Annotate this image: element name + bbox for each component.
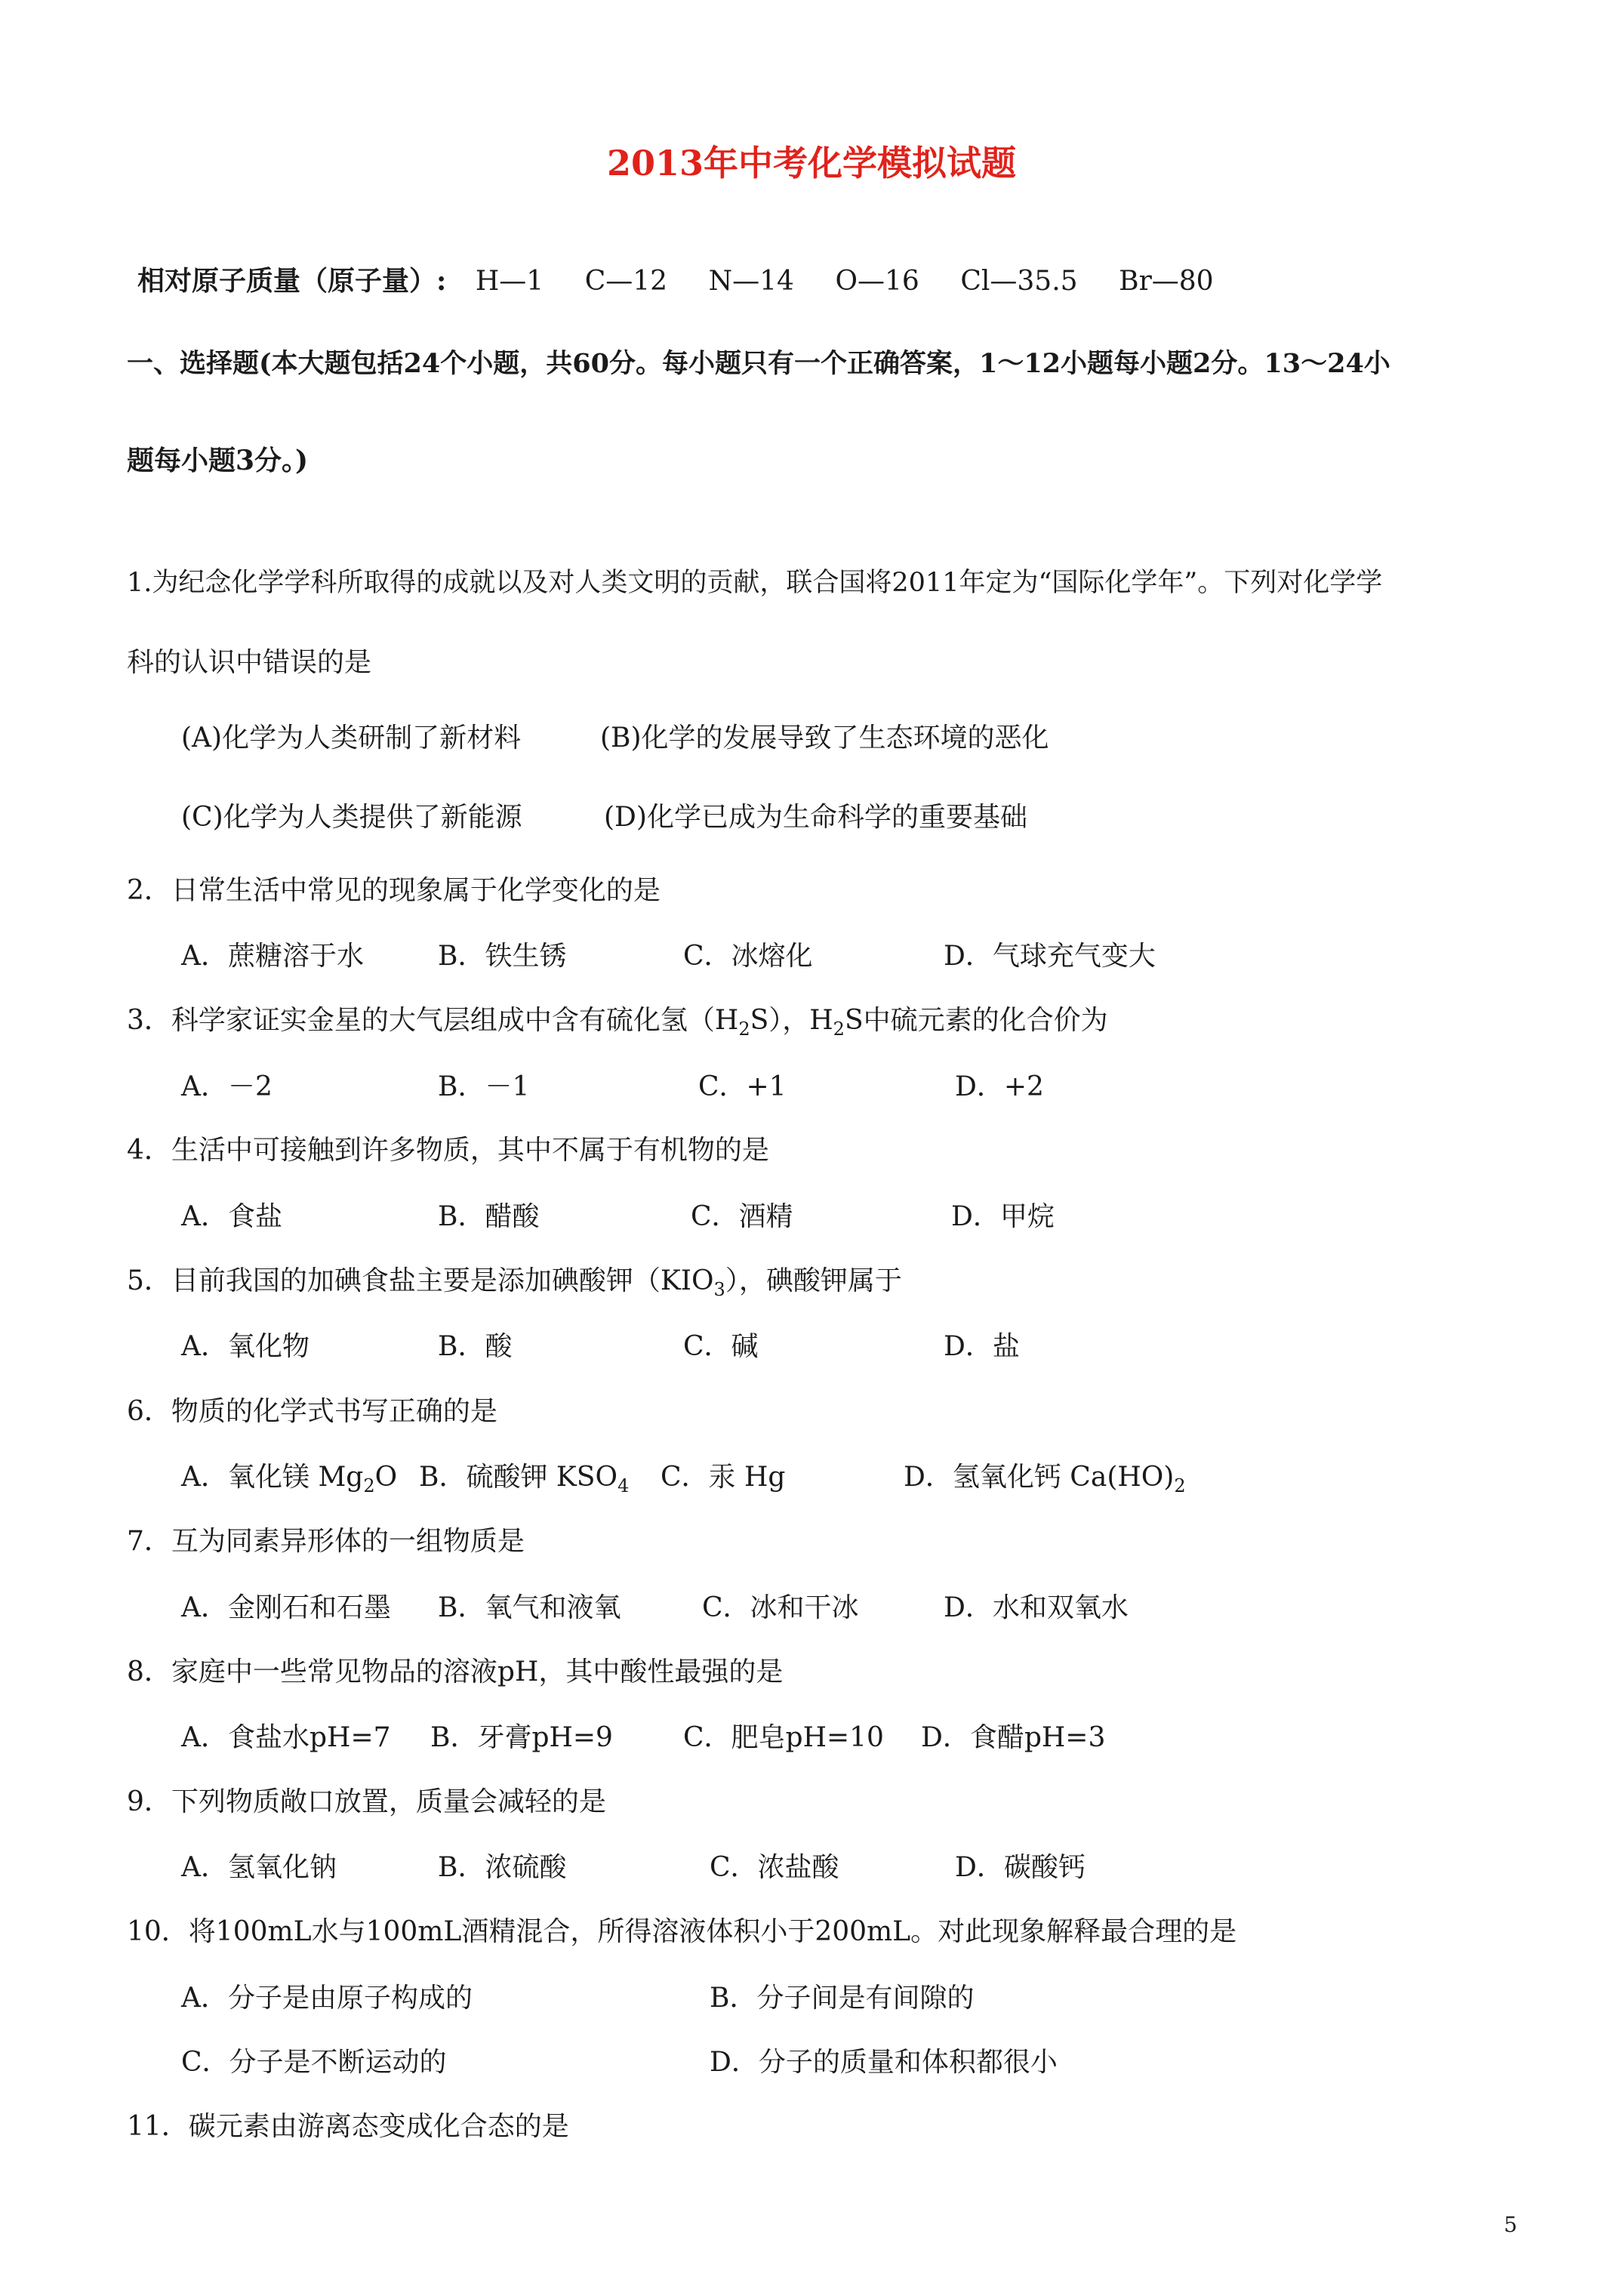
question-1-stem: 1.为纪念化学学科所取得的成就以及对人类文明的贡献，联合国将2011年定为“国际化学年”。下列对化学学 [127, 568, 1383, 598]
question-5-option-d: D．盐 [944, 1331, 1020, 1362]
question-2-option-d: D．气球充气变大 [944, 941, 1156, 972]
section-heading-line2: 题每小题3分。) [127, 445, 309, 476]
question-5-option-a: A．氧化物 [181, 1331, 310, 1362]
question-5-option-b: B．酸 [438, 1331, 513, 1362]
question-6-option-d [904, 1461, 1186, 1502]
question-7-stem: 7．互为同素异形体的一组物质是 [127, 1526, 525, 1557]
question-8-stem: 8．家庭中一些常见物品的溶液pH，其中酸性最强的是 [127, 1657, 784, 1687]
question-8-option-c: C．肥皂pH=10 [683, 1722, 884, 1753]
question-7-option-c: C．冰和干冰 [702, 1592, 859, 1623]
question-9-stem: 9．下列物质敞口放置，质量会减轻的是 [127, 1786, 606, 1817]
section-heading-line1: 一、选择题(本大题包括24个小题，共60分。每小题只有一个正确答案，1～12小题每小题2分。13～24小 [127, 348, 1390, 379]
question-10-option-b: B．分子间是有间隙的 [710, 1983, 975, 2014]
question-3-stem [127, 1004, 1510, 1046]
question-5-option-c: C．碱 [683, 1331, 759, 1362]
question-2-option-b: B．铁生锈 [438, 941, 567, 972]
question-7-option-d: D．水和双氧水 [944, 1592, 1129, 1623]
question-2-option-c: C．冰熔化 [683, 941, 813, 972]
page-number: 5 [1504, 2212, 1517, 2237]
atomic-mass-label: 相对原子质量（原子量）: [137, 265, 447, 297]
subscript: 2 [833, 1019, 845, 1040]
option-text: B．硫酸钾 KSO [419, 1462, 617, 1493]
atomic-mass-item: Cl—35.5 [960, 266, 1078, 297]
question-9-option-c: C．浓盐酸 [710, 1852, 839, 1883]
question-10-option-c: C．分子是不断运动的 [181, 2047, 447, 2078]
atomic-mass-item: O—16 [835, 266, 919, 297]
question-1-stem-cont: 科的认识中错误的是 [127, 647, 372, 678]
atomic-mass-item: Br—80 [1119, 266, 1214, 297]
question-8-option-d: D．食醋pH=3 [921, 1722, 1106, 1753]
question-1-option-a: (A)化学为人类研制了新材料 [181, 723, 522, 754]
question-6-option-a [181, 1461, 397, 1502]
option-text: O [374, 1462, 398, 1493]
question-2-stem: 2．日常生活中常见的现象属于化学变化的是 [127, 875, 661, 906]
question-8-option-b: B．牙膏pH=9 [430, 1722, 613, 1753]
question-6-option-b [419, 1461, 629, 1502]
question-1-option-d: (D)化学已成为生命科学的重要基础 [604, 802, 1027, 833]
question-10-option-a: A．分子是由原子构成的 [181, 1983, 473, 2014]
atomic-mass-item: H—1 [475, 266, 544, 297]
question-4-option-d: D．甲烷 [951, 1201, 1055, 1232]
question-9-option-a: A．氢氧化钠 [181, 1852, 337, 1883]
question-7-option-b: B．氧气和液氧 [438, 1592, 621, 1623]
question-3-option-b: B．－1 [438, 1071, 530, 1102]
question-4-option-b: B．醋酸 [438, 1201, 540, 1232]
question-3-stem-part: S中硫元素的化合价为 [844, 1005, 1108, 1036]
question-6-stem: 6．物质的化学式书写正确的是 [127, 1396, 497, 1427]
subscript: 2 [738, 1019, 750, 1040]
subscript: 4 [617, 1475, 630, 1497]
question-10-option-d: D．分子的质量和体积都很小 [710, 2047, 1058, 2078]
subscript: 2 [363, 1475, 375, 1497]
question-3-stem-part: 3．科学家证实金星的大气层组成中含有硫化氢（H [127, 1005, 739, 1036]
subscript: 3 [713, 1279, 725, 1301]
question-4-option-a: A．食盐 [181, 1201, 282, 1232]
question-1-option-c: (C)化学为人类提供了新能源 [181, 802, 522, 833]
question-4-option-c: C．酒精 [691, 1201, 793, 1232]
question-9-option-b: B．浓硫酸 [438, 1852, 567, 1883]
question-6-option-c: C．汞 Hg [661, 1462, 786, 1493]
atomic-mass-line [137, 264, 1510, 298]
question-4-stem: 4．生活中可接触到许多物质，其中不属于有机物的是 [127, 1135, 769, 1166]
subscript: 2 [1174, 1475, 1186, 1497]
option-text: A．氧化镁 Mg [181, 1462, 364, 1493]
question-8-option-a: A．食盐水pH=7 [181, 1722, 391, 1753]
question-5-stem-part: ），碘酸钾属于 [725, 1265, 902, 1296]
page-title: 2013年中考化学模拟试题 [606, 143, 1017, 183]
question-7-option-a: A．金刚石和石墨 [181, 1592, 391, 1623]
question-5-stem [127, 1265, 1510, 1306]
atomic-mass-item: N—14 [708, 266, 794, 297]
question-3-option-a: A．－2 [181, 1071, 273, 1102]
question-3-stem-part: S），H [750, 1005, 833, 1036]
question-1-option-b: (B)化学的发展导致了生态环境的恶化 [600, 723, 1049, 754]
question-3-option-d: D．+2 [955, 1071, 1044, 1102]
question-10-stem: 10．将100mL水与100mL酒精混合，所得溶液体积小于200mL。对此现象解释最合理的是 [127, 1916, 1237, 1947]
question-5-stem-part: 5．目前我国的加碘食盐主要是添加碘酸钾（KIO [127, 1265, 714, 1296]
question-2-option-a: A．蔗糖溶于水 [181, 941, 364, 972]
question-11-stem: 11．碳元素由游离态变成化合态的是 [127, 2111, 569, 2142]
question-9-option-d: D．碳酸钙 [955, 1852, 1086, 1883]
option-text: D．氢氧化钙 Ca(HO) [904, 1462, 1175, 1493]
question-3-option-c: C．+1 [698, 1071, 787, 1102]
atomic-mass-item: C—12 [584, 266, 668, 297]
